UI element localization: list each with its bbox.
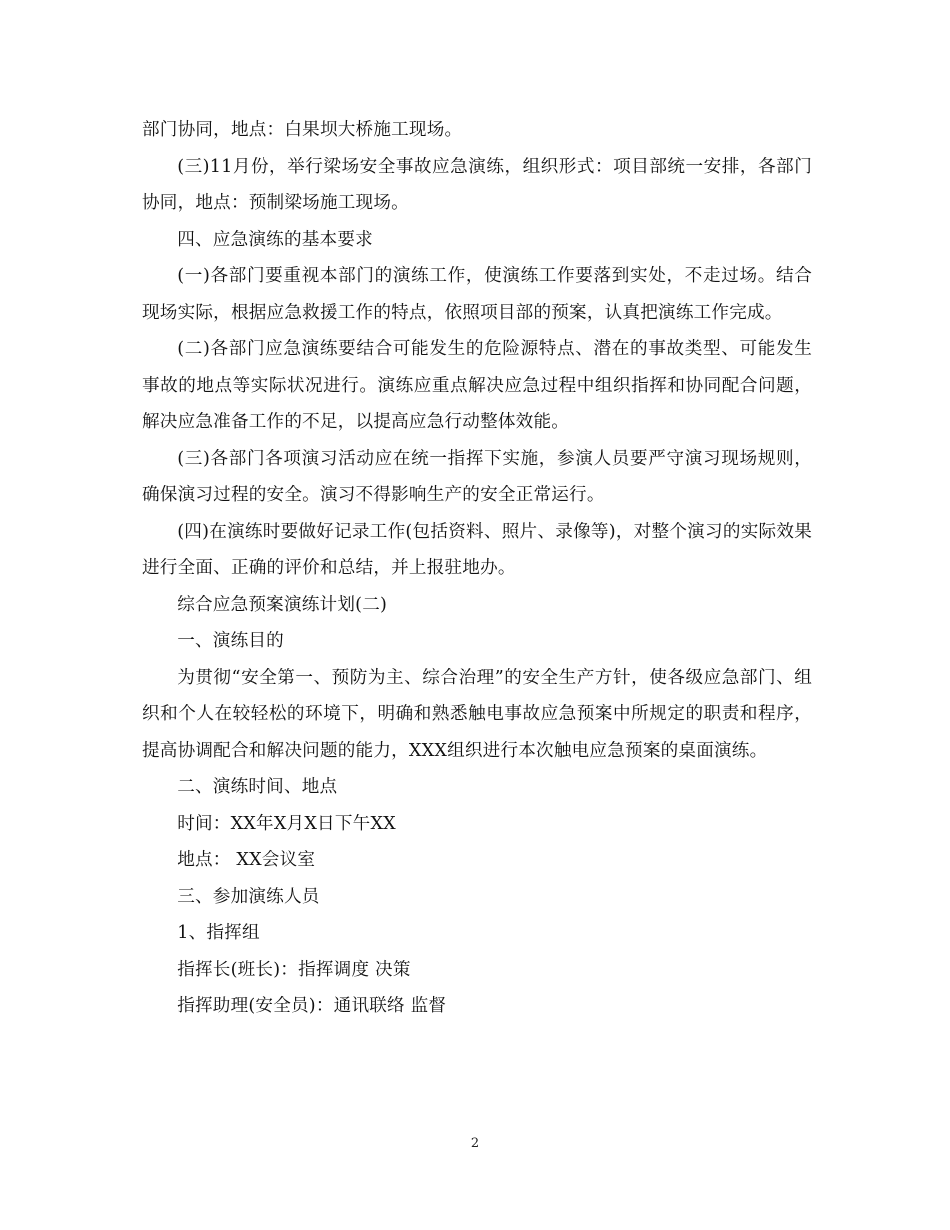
section-heading: 二、演练时间、地点 [177,777,338,797]
list-item: 指挥助理(安全员)：通讯联络 监督 [177,996,447,1016]
page-number: 2 [470,1136,480,1151]
paragraph: (一)各部门要重视本部门的演练工作，使演练工作要落到实处，不走过场。结合现场实际，根据应急救援工作的特点，依照项目部的预案，认真把演练工作完成。 [142,266,812,323]
paragraph: 地点： XX会议室 [177,850,316,870]
list-item: 指挥长(班长)：指挥调度 决策 [177,959,411,980]
paragraph: (二)各部门应急演练要结合可能发生的危险源特点、潜在的事故类型、可能发生事故的地点等实际状况进行。演练应重点解决应急过程中组织指挥和协同配合问题，解决应急准备工作的不足，以提高应急行动整体效能。 [142,339,812,432]
list-item: 1、指挥组 [177,923,260,943]
paragraph: 时间：XX年X月X日下午XX [177,813,396,834]
paragraph: (三)各部门各项演习活动应在统一指挥下实施，参演人员要严守演习现场规则，确保演习过程的安全。演习不得影响生产的安全正常运行。 [142,448,812,505]
paragraph: (三)11月份，举行梁场安全事故应急演练，组织形式：项目部统一安排，各部门协同，地点：预制梁场施工现场。 [142,156,812,213]
document-subtitle: 综合应急预案演练计划(二) [177,594,388,615]
paragraph: (四)在演练时要做好记录工作(包括资料、照片、录像等)，对整个演习的实际效果进行全面、正确的评价和总结，并上报驻地办。 [142,521,812,578]
paragraph: 为贯彻“安全第一、预防为主、综合治理”的安全生产方针，使各级应急部门、组织和个人在较轻松的环境下，明确和熟悉触电事故应急预案中所规定的职责和程序，提高协调配合和解决问题的能力，XXX组织进行本次触电应急预案的桌面演练。 [142,667,812,761]
document-body [142,112,812,1025]
section-heading: 四、应急演练的基本要求 [177,229,373,250]
section-heading: 三、参加演练人员 [177,886,320,907]
paragraph: 部门协同，地点：白果坝大桥施工现场。 [142,120,463,140]
section-heading: 一、演练目的 [177,631,284,651]
